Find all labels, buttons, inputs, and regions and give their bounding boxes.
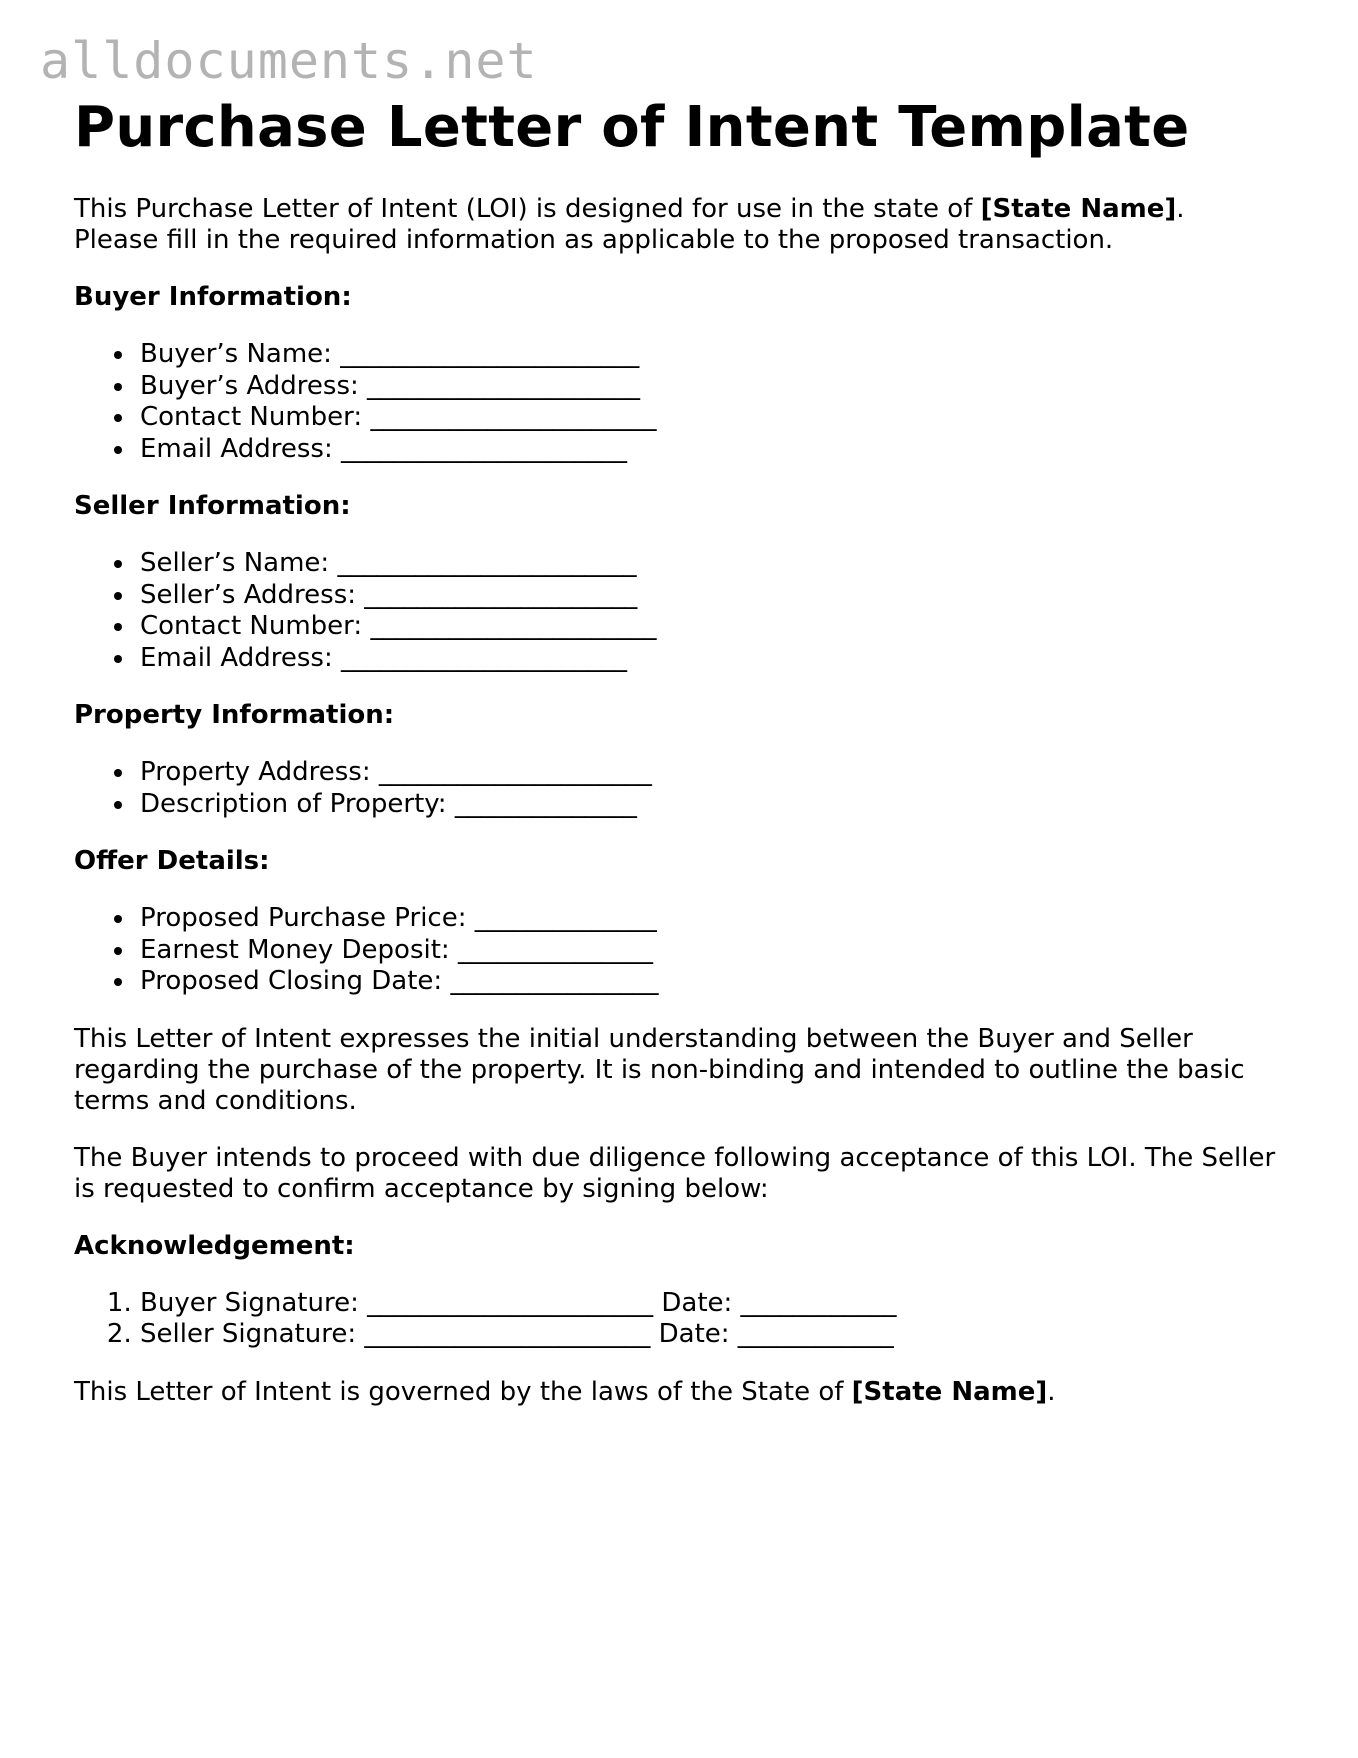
watermark: alldocuments.net [40, 32, 538, 90]
blank-line[interactable]: ______________________ [340, 642, 627, 673]
buyer-heading: Buyer Information: [74, 282, 352, 312]
seller-contact-field: Contact Number: ______________________ [140, 611, 1294, 643]
closing-date-field: Proposed Closing Date: ________________ [140, 966, 1294, 998]
signature-blank[interactable]: ______________________ [364, 1319, 651, 1349]
offer-list [74, 903, 1294, 998]
buyer-list [74, 339, 1294, 465]
seller-address-field: Seller’s Address: _____________________ [140, 580, 1294, 612]
purchase-price-field: Proposed Purchase Price: ______________ [140, 903, 1294, 935]
blank-line[interactable]: ______________ [454, 788, 637, 819]
blank-line[interactable]: _____________________ [378, 757, 652, 787]
blank-line[interactable]: _______________________ [340, 339, 640, 369]
seller-signature-field: 2. Seller Signature: ______________________ Date: ____________ [140, 1319, 1294, 1351]
blank-line[interactable]: _____________________ [364, 579, 638, 610]
acknowledgement-heading: Acknowledgement: [74, 1230, 355, 1261]
blank-line[interactable]: ________________ [450, 966, 659, 996]
buyer-signature-field: 1. Buyer Signature: ______________________ Date: ____________ [140, 1288, 1294, 1320]
buyer-address-field: Buyer’s Address: _____________________ [140, 371, 1294, 403]
understanding-paragraph: This Letter of Intent expresses the initial understanding between the Buyer and Seller regarding the purchase of the property. It is non-binding and intended to outline the basic terms and conditions. [74, 1023, 1245, 1116]
blank-line[interactable]: _____________________ [367, 370, 641, 401]
intro-text-line2: Please fill in the required information as applicable to the proposed transaction. [74, 225, 1114, 255]
blank-line[interactable]: _______________________ [337, 548, 637, 578]
blank-line[interactable]: ______________________ [340, 433, 627, 464]
date-blank[interactable]: ____________ [740, 1287, 897, 1318]
intro-state-placeholder: [State Name] [980, 194, 1177, 224]
seller-list [74, 548, 1294, 674]
buyer-name-field: Buyer’s Name: _______________________ [140, 339, 1294, 371]
buyer-contact-field: Contact Number: ______________________ [140, 402, 1294, 434]
earnest-money-field: Earnest Money Deposit: _______________ [140, 935, 1294, 967]
date-blank[interactable]: ____________ [737, 1319, 894, 1349]
page-title: Purchase Letter of Intent Template [74, 95, 1190, 160]
blank-line[interactable]: ______________ [474, 903, 657, 933]
property-address-field: Property Address: _____________________ [140, 757, 1294, 789]
blank-line[interactable]: ______________________ [370, 611, 657, 641]
document [74, 96, 1294, 1408]
due-diligence-paragraph: The Buyer intends to proceed with due diligence following acceptance of this LOI. The Seller is requested to confirm acceptance by signing below: [74, 1142, 1276, 1204]
blank-line[interactable]: ______________________ [370, 402, 657, 432]
intro-paragraph: This Purchase Letter of Intent (LOI) is designed for use in the state of [State Name]. Please fill in the required information as applicable to the proposed transaction. [74, 194, 1185, 255]
seller-name-field: Seller’s Name: _______________________ [140, 548, 1294, 580]
offer-heading: Offer Details: [74, 846, 270, 876]
property-description-field: Description of Property: ______________ [140, 789, 1294, 821]
acknowledgement-list [74, 1288, 1294, 1351]
seller-email-field: Email Address: ______________________ [140, 643, 1294, 675]
intro-text: This Purchase Letter of Intent (LOI) is designed for use in the state of [74, 194, 981, 224]
signature-blank[interactable]: ______________________ [367, 1287, 654, 1318]
property-heading: Property Information: [74, 700, 395, 730]
buyer-email-field: Email Address: ______________________ [140, 434, 1294, 466]
property-list [74, 757, 1294, 820]
seller-heading: Seller Information: [74, 491, 351, 521]
closing-state-placeholder: [State Name] [851, 1376, 1048, 1407]
governing-law-paragraph: This Letter of Intent is governed by the laws of the State of [State Name]. [74, 1376, 1056, 1407]
blank-line[interactable]: _______________ [457, 934, 653, 965]
